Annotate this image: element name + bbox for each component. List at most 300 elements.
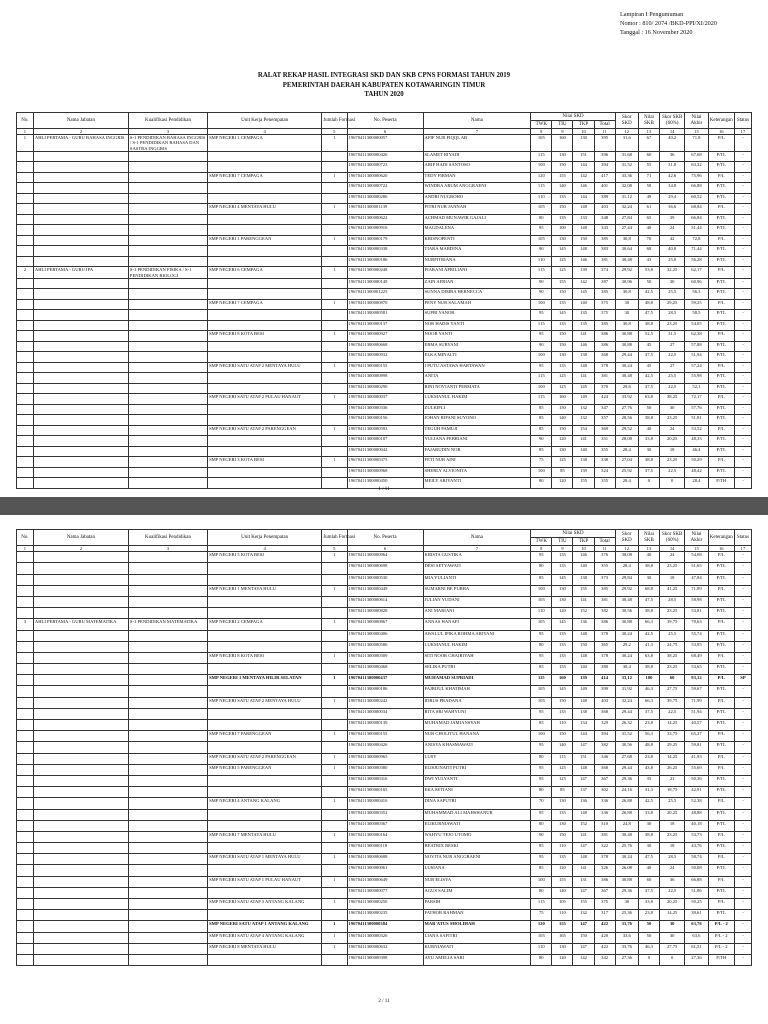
table-row — [17, 742, 752, 753]
column-index: 17 — [734, 129, 751, 135]
cell-nilai-akhir: 47,84 — [685, 574, 708, 585]
cell-skor-skb: 34,8 — [660, 183, 685, 194]
cell-status: - — [734, 686, 751, 697]
cell-status: - — [734, 775, 751, 786]
cell-skor-skb: 31,8 — [660, 162, 685, 173]
cell-nilai-skb: 37,5 — [638, 708, 659, 719]
cell-peserta: 19670411300000139 — [347, 720, 423, 731]
cell-skor-skb: 18 — [660, 820, 685, 831]
cell-tiu: 150 — [552, 831, 573, 842]
cell-skor-skb: 38,25 — [660, 652, 685, 663]
cell-nilai-akhir: 51,44 — [685, 225, 708, 236]
cell-keterangan: P/TL — [708, 246, 734, 257]
cell-peserta: 19670411300000352 — [347, 809, 423, 820]
cell-twk: 120 — [531, 172, 552, 183]
cell-tiu: 135 — [552, 362, 573, 373]
cell-jumlah: 1 — [322, 697, 347, 708]
cell-no — [17, 798, 34, 809]
lampiran-line: Lampiran I Pengumuman — [620, 11, 684, 18]
cell-tkp: 146 — [573, 552, 594, 563]
column-index: 14 — [660, 546, 685, 552]
cell-nilai-skb: 50 — [638, 921, 659, 932]
cell-no — [17, 764, 34, 775]
cell-skor-skb: 25,5 — [660, 798, 685, 809]
cell-total: 375 — [594, 899, 615, 910]
cell-twk: 110 — [531, 943, 552, 954]
cell-kualifikasi — [128, 764, 207, 775]
cell-skor-skb: 23,25 — [660, 608, 685, 619]
cell-no — [17, 183, 34, 194]
cell-peserta: 19670411300000698 — [347, 563, 423, 574]
cell-keterangan: P/L — [708, 899, 734, 910]
cell-twk: 95 — [531, 310, 552, 321]
cell-tiu: 130 — [552, 235, 573, 246]
cell-twk: 105 — [531, 932, 552, 943]
cell-skor-skb: 42,6 — [660, 172, 685, 183]
header-jumlah: Jumlah Formasi — [322, 113, 347, 129]
cell-twk: 85 — [531, 865, 552, 876]
cell-status: - — [734, 162, 751, 173]
cell-nama: FAJARUDIN NOR — [423, 446, 531, 457]
cell-jabatan — [33, 787, 128, 798]
cell-nilai-akhir: 53,65 — [685, 664, 708, 675]
cell-skor-skd: 32,24 — [615, 204, 638, 215]
cell-no — [17, 352, 34, 363]
cell-keterangan: P/TL — [708, 574, 734, 585]
cell-no — [17, 675, 34, 686]
cell-twk: 85 — [531, 664, 552, 675]
cell-peserta: 19670411300000367 — [347, 820, 423, 831]
cell-tkp: 151 — [573, 753, 594, 764]
cell-tkp: 148 — [573, 764, 594, 775]
cell-keterangan: P/L — [708, 235, 734, 246]
cell-jabatan — [33, 697, 128, 708]
cell-total: 302 — [594, 787, 615, 798]
cell-jumlah — [322, 320, 347, 331]
cell-tkp: 142 — [573, 172, 594, 183]
table-row — [17, 708, 752, 719]
cell-twk: 115 — [531, 183, 552, 194]
cell-keterangan: P/TL — [708, 214, 734, 225]
cell-kualifikasi — [128, 887, 207, 898]
cell-skor-skb: 0 — [660, 954, 685, 965]
cell-keterangan: P/L — [708, 798, 734, 809]
column-index: 17 — [734, 546, 751, 552]
cell-unit — [208, 289, 322, 300]
cell-tkp: 133 — [573, 214, 594, 225]
cell-status: - — [734, 764, 751, 775]
cell-tiu: 145 — [552, 686, 573, 697]
header-keterangan: Keterangan — [708, 530, 734, 546]
cell-nilai-skb: 38,8 — [638, 320, 659, 331]
cell-nilai-akhir: 50,08 — [685, 865, 708, 876]
cell-jabatan — [33, 585, 128, 596]
cell-nama: RINI NOVIANTI PERMATA — [423, 383, 531, 394]
cell-unit — [208, 404, 322, 415]
table-row — [17, 310, 752, 321]
cell-unit — [208, 183, 322, 194]
cell-status: - — [734, 652, 751, 663]
table-row — [17, 446, 752, 457]
column-index: 11 — [594, 129, 615, 135]
cell-no — [17, 415, 34, 426]
cell-nilai-akhir: 60,52 — [685, 193, 708, 204]
cell-skor-skd: 27,36 — [615, 954, 638, 965]
cell-twk: 115 — [531, 675, 552, 686]
cell-skor-skd: 30,96 — [615, 278, 638, 289]
cell-no — [17, 193, 34, 204]
cell-unit — [208, 641, 322, 652]
table-row — [17, 383, 752, 394]
cell-nama: ANISYA KHASMAWATI — [423, 742, 531, 753]
cell-skor-skb: 30 — [660, 404, 685, 415]
cell-nilai-skb: 38,8 — [638, 563, 659, 574]
cell-nama: SUMARNI BE PURBA — [423, 585, 531, 596]
cell-jumlah — [322, 256, 347, 267]
header-kualifikasi: Kualifikasi Pendidikan — [128, 530, 207, 546]
cell-twk: 95 — [531, 764, 552, 775]
cell-kualifikasi — [128, 246, 207, 257]
cell-status: - — [734, 457, 751, 468]
cell-total: 324 — [594, 467, 615, 478]
cell-peserta: 19670411300000248 — [347, 267, 423, 278]
cell-status: - — [734, 798, 751, 809]
cell-total: 386 — [594, 341, 615, 352]
cell-skor-skb: 29,25 — [660, 299, 685, 310]
cell-status: - — [734, 742, 751, 753]
cell-nama: FETI NUR AINI — [423, 457, 531, 468]
cell-twk: 110 — [531, 608, 552, 619]
cell-nama: MAR'ATUS SHOLIHAH — [423, 921, 531, 932]
cell-nilai-skb: 38,8 — [638, 457, 659, 468]
cell-skor-skd: 30,08 — [615, 552, 638, 563]
table-row — [17, 235, 752, 246]
cell-twk: 95 — [531, 742, 552, 753]
cell-twk: 85 — [531, 404, 552, 415]
cell-keterangan: P/TL — [708, 563, 734, 574]
document-page-2 — [0, 515, 768, 1024]
cell-peserta: 19670411300000723 — [347, 162, 423, 173]
cell-twk: 100 — [531, 383, 552, 394]
cell-nilai-skb: 40 — [638, 225, 659, 236]
cell-unit: SMP NEGERI 4 MENTAYA HULU — [208, 204, 322, 215]
cell-twk: 105 — [531, 204, 552, 215]
cell-no — [17, 225, 34, 236]
cell-skor-skb: 41,25 — [660, 585, 685, 596]
cell-no — [17, 887, 34, 898]
cell-tkp: 148 — [573, 630, 594, 641]
cell-kualifikasi — [128, 820, 207, 831]
cell-nama: MIA YULIANTI — [423, 574, 531, 585]
cell-skor-skd: 29,52 — [615, 425, 638, 436]
header-jabatan: Nama Jabatan — [33, 530, 128, 546]
cell-unit: SMP NEGERI 7 CEMPAGA — [208, 299, 322, 310]
cell-jumlah — [322, 193, 347, 204]
cell-kualifikasi — [128, 753, 207, 764]
cell-tkp: 148 — [573, 697, 594, 708]
column-index: 13 — [638, 546, 659, 552]
cell-tiu: 160 — [552, 135, 573, 152]
cell-total: 385 — [594, 289, 615, 300]
column-index: 15 — [685, 129, 708, 135]
cell-keterangan: P/TL — [708, 320, 734, 331]
cell-jabatan — [33, 362, 128, 373]
cell-nilai-akhir: 72,8 — [685, 235, 708, 246]
cell-no — [17, 809, 34, 820]
cell-peserta: 19670411300000384 — [347, 921, 423, 932]
cell-twk: 100 — [531, 585, 552, 596]
cell-jabatan — [33, 596, 128, 607]
cell-nama: LUKMANUL HAKIM — [423, 394, 531, 405]
cell-nilai-akhir: 50,36 — [685, 775, 708, 786]
cell-tkp: 131 — [573, 876, 594, 887]
cell-nama: MUHAMAD JAMIANSYAH — [423, 720, 531, 731]
cell-status: - — [734, 809, 751, 820]
cell-jabatan — [33, 331, 128, 342]
cell-total: 310 — [594, 820, 615, 831]
cell-total: 378 — [594, 652, 615, 663]
cell-jabatan — [33, 446, 128, 457]
cell-jabatan — [33, 204, 128, 215]
page-number: 2 / 11 — [378, 999, 390, 1004]
cell-tiu: 85 — [552, 467, 573, 478]
cell-jabatan — [33, 278, 128, 289]
cell-twk: 100 — [531, 876, 552, 887]
cell-peserta: 19670411300000235 — [347, 910, 423, 921]
cell-tkp: 136 — [573, 798, 594, 809]
cell-keterangan: P/TL — [708, 775, 734, 786]
cell-skor-skd: 29,92 — [615, 585, 638, 596]
cell-tkp: 141 — [573, 596, 594, 607]
table-row — [17, 887, 752, 898]
cell-jabatan — [33, 731, 128, 742]
cell-jumlah — [322, 436, 347, 447]
header-no: No. — [17, 113, 34, 129]
cell-nilai-skb: 53,8 — [638, 267, 659, 278]
cell-jabatan — [33, 742, 128, 753]
cell-total: 386 — [594, 876, 615, 887]
cell-unit — [208, 436, 322, 447]
cell-no — [17, 686, 34, 697]
column-index: 8 — [531, 546, 552, 552]
cell-twk: 115 — [531, 373, 552, 384]
header-jumlah: Jumlah Formasi — [322, 530, 347, 546]
cell-jumlah — [322, 404, 347, 415]
cell-kualifikasi — [128, 204, 207, 215]
cell-jabatan — [33, 809, 128, 820]
cell-tkp: 152 — [573, 820, 594, 831]
cell-nilai-skb: 66,3 — [638, 619, 659, 630]
cell-jumlah: 1 — [322, 854, 347, 865]
table-row — [17, 289, 752, 300]
cell-skor-skd: 30 — [615, 899, 638, 910]
cell-tkp: 155 — [573, 899, 594, 910]
cell-peserta: 19670411300000186 — [347, 686, 423, 697]
cell-peserta: 19670411300000620 — [347, 172, 423, 183]
cell-status: - — [734, 787, 751, 798]
cell-peserta: 19670411300000688 — [347, 854, 423, 865]
cell-twk: 95 — [531, 809, 552, 820]
cell-nilai-skb: 71 — [638, 172, 659, 183]
cell-peserta: 19670411300000581 — [347, 310, 423, 321]
cell-tkp: 147 — [573, 742, 594, 753]
cell-jabatan — [33, 563, 128, 574]
cell-total: 395 — [594, 135, 615, 152]
cell-jabatan — [33, 425, 128, 436]
cell-kualifikasi — [128, 467, 207, 478]
cell-skor-skd: 30,8 — [615, 289, 638, 300]
header-nilai-skb: Nilai SKB — [638, 530, 659, 546]
cell-unit — [208, 415, 322, 426]
cell-skor-skd: 33,76 — [615, 943, 638, 954]
cell-peserta: 19670411300000309 — [347, 652, 423, 663]
cell-nama: ANDRI NUGROHO — [423, 193, 531, 204]
cell-jumlah: 1 — [322, 921, 347, 932]
cell-jabatan — [33, 910, 128, 921]
cell-twk: 95 — [531, 225, 552, 236]
cell-skor-skd: 31,68 — [615, 151, 638, 162]
cell-skor-skb: 23,25 — [660, 320, 685, 331]
cell-total: 368 — [594, 764, 615, 775]
cell-status: - — [734, 887, 751, 898]
cell-nama: ELKA MINALTI — [423, 352, 531, 363]
cell-skor-skd: 30 — [615, 310, 638, 321]
cell-keterangan: P/TL — [708, 664, 734, 675]
table-row — [17, 731, 752, 742]
cell-skor-skd: 33,6 — [615, 932, 638, 943]
cell-tiu: 160 — [552, 394, 573, 405]
cell-status: - — [734, 608, 751, 619]
cell-status: - — [734, 320, 751, 331]
cell-jumlah — [322, 596, 347, 607]
cell-peserta: 19670411300000336 — [347, 404, 423, 415]
cell-nilai-skb: 30 — [638, 446, 659, 457]
cell-nilai-skb: 50 — [638, 404, 659, 415]
cell-no — [17, 404, 34, 415]
cell-nilai-skb: 35 — [638, 775, 659, 786]
header-jabatan: Nama Jabatan — [33, 113, 128, 129]
cell-no — [17, 256, 34, 267]
cell-nilai-skb: 23,8 — [638, 910, 659, 921]
cell-skor-skd: 25,36 — [615, 910, 638, 921]
cell-kualifikasi — [128, 331, 207, 342]
cell-total: 376 — [594, 552, 615, 563]
cell-skor-skb: 21 — [660, 775, 685, 786]
cell-twk: 80 — [531, 820, 552, 831]
cell-peserta: 19670411300000375 — [347, 457, 423, 468]
cell-jabatan — [33, 246, 128, 257]
cell-jumlah — [322, 686, 347, 697]
table-row — [17, 563, 752, 574]
cell-keterangan: P/L — [708, 267, 734, 278]
cell-tkp: 145 — [573, 289, 594, 300]
cell-nama: NOR HADIS YANTI — [423, 320, 531, 331]
cell-peserta: 19670411300000137 — [347, 320, 423, 331]
cell-twk: 105 — [531, 686, 552, 697]
cell-tkp: 148 — [573, 809, 594, 820]
cell-kualifikasi — [128, 641, 207, 652]
table-row — [17, 204, 752, 215]
table-row — [17, 764, 752, 775]
header-nilai-skd: Nilai SKD — [531, 530, 615, 538]
cell-nilai-akhir: 46,4 — [685, 446, 708, 457]
cell-status: - — [734, 910, 751, 921]
cell-keterangan: P/TL — [708, 352, 734, 363]
cell-total: 336 — [594, 798, 615, 809]
cell-unit: SMP NEGERI 4 ANTANG KALANG — [208, 798, 322, 809]
cell-total: 348 — [594, 214, 615, 225]
table-row — [17, 787, 752, 798]
cell-status: - — [734, 921, 751, 932]
cell-no — [17, 596, 34, 607]
cell-skor-skd: 26,32 — [615, 720, 638, 731]
cell-tkp: 148 — [573, 225, 594, 236]
cell-jabatan — [33, 843, 128, 854]
cell-peserta: 19670411300001225 — [347, 289, 423, 300]
cell-skor-skd: 30,56 — [615, 608, 638, 619]
cell-unit — [208, 865, 322, 876]
cell-tiu: 165 — [552, 932, 573, 943]
cell-status: - — [734, 256, 751, 267]
cell-tiu: 150 — [552, 204, 573, 215]
cell-peserta: 19670411300000622 — [347, 214, 423, 225]
cell-nama: IDRUS PRADANA — [423, 697, 531, 708]
cell-unit — [208, 664, 322, 675]
cell-tiu: 125 — [552, 775, 573, 786]
cell-no — [17, 854, 34, 865]
cell-jumlah — [322, 383, 347, 394]
cell-nama: LUSY — [423, 753, 531, 764]
table-row — [17, 425, 752, 436]
cell-status: - — [734, 899, 751, 910]
cell-keterangan: P/TL — [708, 383, 734, 394]
cell-jabatan — [33, 932, 128, 943]
header-skor-skb: Skor SKB (60%) — [660, 530, 685, 546]
cell-nama: NUR ELISYA — [423, 876, 531, 887]
cell-twk: 90 — [531, 831, 552, 842]
cell-no — [17, 394, 34, 405]
cell-jabatan — [33, 753, 128, 764]
cell-no — [17, 652, 34, 663]
cell-keterangan: P/L — [708, 135, 734, 152]
cell-status: - — [734, 436, 751, 447]
cell-skor-skb: 28,5 — [660, 310, 685, 321]
cell-no — [17, 843, 34, 854]
table-row — [17, 299, 752, 310]
cell-jumlah — [322, 887, 347, 898]
cell-skor-skd: 29,6 — [615, 383, 638, 394]
cell-no — [17, 731, 34, 742]
cell-total: 338 — [594, 457, 615, 468]
cell-tkp: 141 — [573, 865, 594, 876]
cell-twk: 100 — [531, 299, 552, 310]
header-tiu: TIU — [552, 538, 573, 546]
cell-keterangan: P/TL — [708, 820, 734, 831]
cell-jabatan — [33, 652, 128, 663]
cell-nilai-skb: 23,8 — [638, 753, 659, 764]
cell-nilai-skb: 30 — [638, 820, 659, 831]
cell-tkp: 138 — [573, 352, 594, 363]
cell-twk: 85 — [531, 720, 552, 731]
cell-no — [17, 467, 34, 478]
table-row — [17, 162, 752, 173]
cell-tiu: 125 — [552, 383, 573, 394]
cell-keterangan: P/L — [708, 362, 734, 373]
cell-jabatan — [33, 820, 128, 831]
cell-kualifikasi — [128, 865, 207, 876]
cell-nama: SUPRI YANOR — [423, 310, 531, 321]
cell-kualifikasi — [128, 299, 207, 310]
